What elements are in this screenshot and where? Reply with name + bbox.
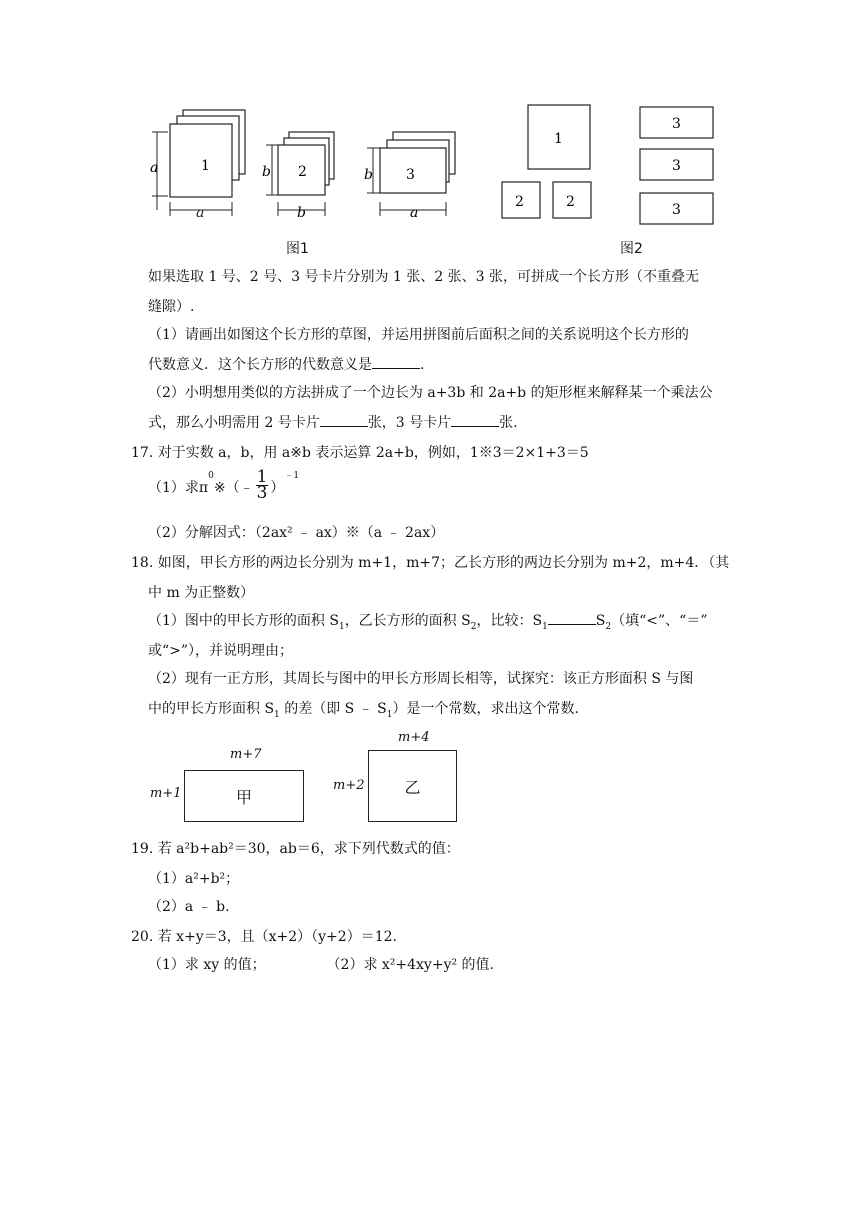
q18-compare-blank	[548, 610, 596, 625]
q16-intro-line2: 缝隙）.	[148, 299, 195, 315]
figure1-card1-side: a	[150, 160, 159, 176]
q17-part1-prefix: （1）求π	[148, 479, 209, 496]
q16-part2-text2: 张，3 号卡片	[367, 415, 452, 431]
q17-line	[131, 442, 731, 462]
q18-line2: 中 m 为正整数）	[148, 585, 255, 601]
rect-jia-top-label: m+7	[230, 747, 262, 762]
q18-text1: 如图，甲长方形的两边长分别为 m+1，m+7；乙长方形的两边长分别为 m+2，m+4．（其	[157, 555, 730, 571]
q20-line	[131, 926, 731, 946]
figure1-card1-label: 1	[201, 158, 210, 174]
figure1-card3-side: b	[364, 167, 373, 183]
rect-yi	[368, 750, 457, 822]
figure1-card2-label: 2	[298, 164, 307, 180]
q16-part1-line1: （1）请画出如图这个长方形的草图，并运用拼图前后面积之间的关系说明这个长方形的	[148, 327, 689, 343]
figure2-label-2a: 2	[515, 194, 524, 210]
rect-yi-top-label: m+4	[398, 730, 430, 745]
figure2-caption: 图2	[620, 241, 643, 257]
q20-part2: （2）求 x²+4xy+y² 的值.	[326, 957, 494, 973]
figure2-cards	[502, 105, 713, 224]
q16-part1-line2	[148, 354, 748, 374]
figure1-card3-bottom: a	[410, 205, 419, 221]
q18-p2-b2: 的差（即 S ﹣ S	[279, 701, 387, 717]
q19-line	[131, 838, 731, 858]
figure1-card3-stack	[380, 132, 455, 193]
q18-p1-a2: ，乙长方形的面积 S	[344, 613, 471, 629]
q18-p1-sub2b: 2	[605, 621, 612, 632]
q17-part1-exp: ﹣1	[284, 471, 300, 481]
figure2-label-1: 1	[554, 131, 563, 147]
q16-answer-blank	[372, 354, 420, 369]
rect-yi-side-label: m+2	[333, 778, 365, 793]
q16-part1-text: 代数意义．这个长方形的代数意义是	[148, 357, 372, 373]
q17-part1-sup: 0	[208, 471, 214, 481]
q17-part2: （2）分解因式：（2ax² ﹣ ax）※（a ﹣ 2ax）	[148, 525, 445, 541]
q16-part1-end: .	[420, 357, 425, 373]
figure1-card3-label: 3	[406, 167, 415, 183]
figure1-caption: 图1	[286, 241, 309, 257]
q20-parts	[148, 954, 748, 974]
q18-p2-sub1: 1	[274, 709, 280, 720]
figures-svg	[0, 0, 860, 260]
q18-p1-a5: （填“<”、“＝”	[611, 613, 708, 629]
q18-part1-line2: 或“>”），并说明理由；	[148, 643, 294, 659]
q18-number: 18.	[131, 555, 154, 571]
q19-part1: （1）a²+b²；	[148, 871, 240, 887]
q18-p2-b3: ）是一个常数，求出这个常数.	[392, 701, 579, 717]
figure1-card1-bottom: a	[196, 205, 205, 221]
q18-p1-sub1b: 1	[542, 621, 548, 632]
q18-p2-b: 中的甲长方形面积 S	[148, 701, 275, 717]
q20-part1: （1）求 xy 的值；	[148, 957, 266, 973]
q18-p1-sub2: 2	[470, 621, 477, 632]
q17-fraction-num: 1	[256, 467, 268, 487]
figure1-card1-stack	[170, 110, 245, 197]
q16-part2-line2	[148, 412, 748, 432]
q17-part1-mid: ※（﹣	[213, 479, 254, 496]
figure2-label-3c: 3	[672, 202, 681, 218]
q18-part2-line2	[148, 698, 748, 720]
q19-text: 若 a²b+ab²＝30，ab＝6，求下列代数式的值：	[157, 841, 460, 857]
q18-part2-line1: （2）现有一正方形，其周长与图中的甲长方形周长相等，试探究：该正方形面积 S 与图	[148, 671, 694, 687]
q17-text: 对于实数 a，b，用 a※b 表示运算 2a+b，例如，1※3＝2×1+3＝5	[157, 445, 589, 461]
rect-jia-label: 甲	[235, 787, 252, 807]
q16-card3-blank	[451, 412, 499, 427]
q17-part1	[148, 467, 748, 504]
q17-part1-end: ）	[270, 479, 285, 496]
q17-fraction	[256, 467, 269, 503]
q18-part1-line1	[148, 610, 748, 632]
figure1-card2-side: b	[262, 164, 271, 180]
q18-p2-sub1b: 1	[386, 709, 393, 720]
q20-text: 若 x+y＝3，且（x+2）（y+2）＝12.	[157, 929, 397, 945]
q19-part2: （2）a ﹣ b.	[148, 899, 230, 915]
rect-yi-label: 乙	[404, 777, 421, 797]
rect-jia-side-label: m+1	[150, 786, 182, 801]
figure2-label-3b: 3	[672, 158, 681, 174]
q18-p1-sub1: 1	[338, 621, 345, 632]
q18-line1	[131, 552, 731, 572]
figure2-label-2b: 2	[566, 194, 575, 210]
q17-fraction-den: 3	[256, 483, 268, 503]
q18-p1-a1: （1）图中的甲长方形的面积 S	[148, 613, 339, 629]
figure2-label-3a: 3	[672, 116, 681, 132]
q16-part2-line1: （2）小明想用类似的方法拼成了一个边长为 a+3b 和 2a+b 的矩形框来解释某一个乘法公	[148, 385, 713, 401]
rect-jia	[184, 770, 304, 822]
q18-p1-a3: ，比较：S	[476, 613, 543, 629]
q16-intro-line1: 如果选取 1 号、2 号、3 号卡片分别为 1 张、2 张、3 张，可拼成一个长方形（不重叠无	[148, 269, 700, 285]
q16-card2-blank	[320, 412, 368, 427]
q20-number: 20.	[131, 929, 154, 945]
figure1-card2-bottom: b	[297, 205, 306, 221]
q16-part2-text1: 式，那么小明需用 2 号卡片	[148, 415, 320, 431]
q17-number: 17.	[131, 445, 154, 461]
q18-p1-a4: S	[595, 613, 606, 629]
q19-number: 19.	[131, 841, 154, 857]
q16-part2-text3: 张.	[499, 415, 518, 431]
